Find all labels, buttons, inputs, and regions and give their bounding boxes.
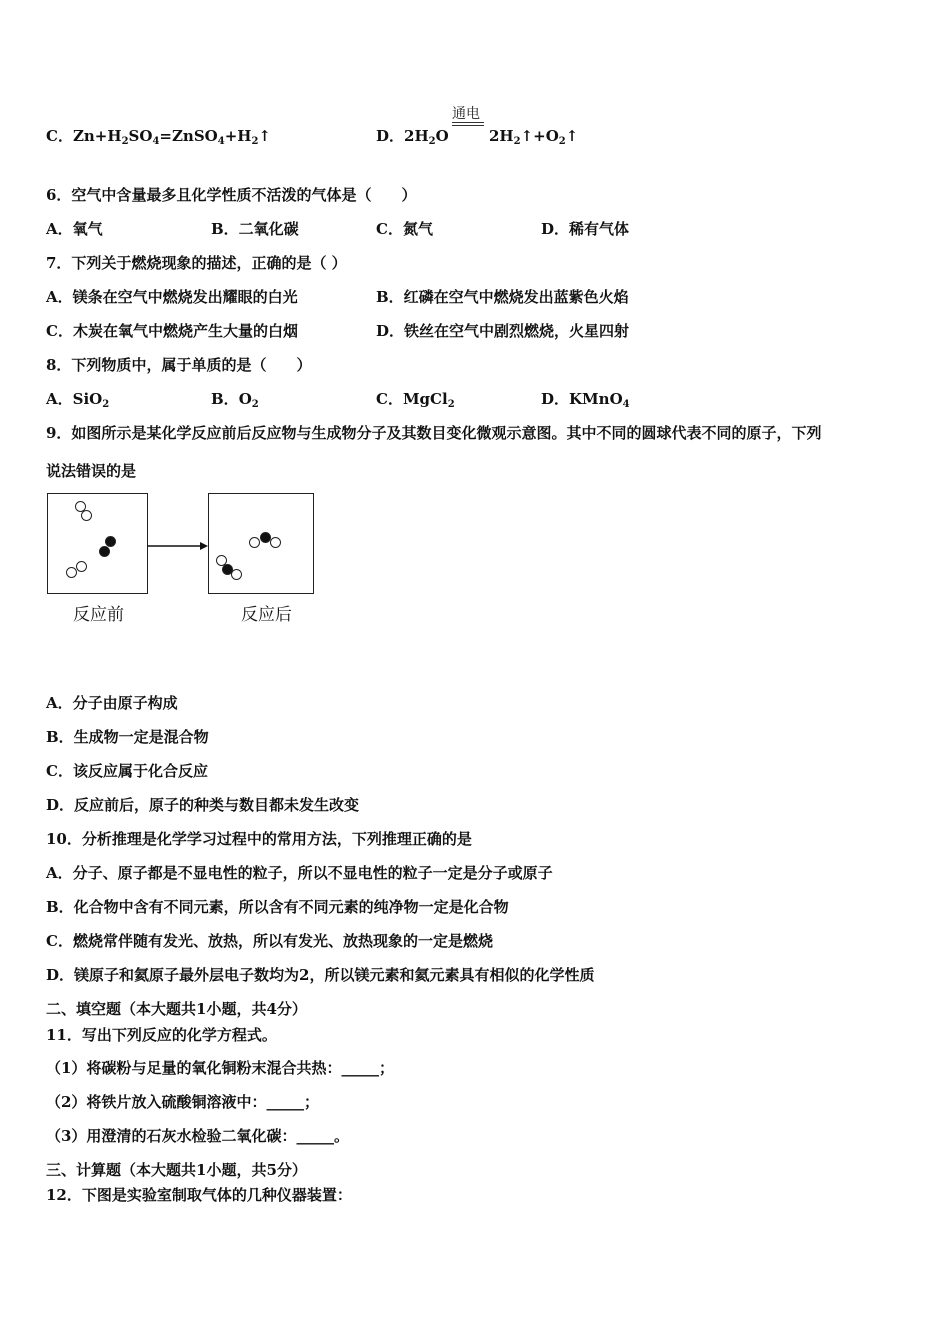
formula-sub: 4 bbox=[152, 136, 160, 147]
q11-item-1: （1）将碳粉与足量的氧化铜粉末混合共热：_____； bbox=[46, 1059, 394, 1077]
q5-option-d-right bbox=[489, 126, 578, 146]
formula-sub: 2 bbox=[558, 136, 566, 147]
formula-sub: 2 bbox=[513, 136, 521, 147]
q8-option-c bbox=[376, 389, 455, 409]
option-label: B． bbox=[211, 390, 239, 408]
white-atom bbox=[270, 537, 281, 548]
after-reaction-box bbox=[208, 493, 314, 594]
q10-option-d: D．镁原子和氦原子最外层电子数均为2，所以镁元素和氦元素具有相似的化学性质 bbox=[46, 966, 595, 984]
white-atom bbox=[76, 561, 87, 572]
q7-option-c: C．木炭在氧气中燃烧产生大量的白烟 bbox=[46, 322, 298, 340]
formula-sub: 2 bbox=[251, 136, 259, 147]
q9-option-d: D．反应前后，原子的种类与数目都未发生改变 bbox=[46, 796, 360, 814]
q10-option-b: B．化合物中含有不同元素，所以含有不同元素的纯净物一定是化合物 bbox=[46, 898, 509, 916]
formula-main: O bbox=[238, 390, 252, 408]
formula-part: ↑ bbox=[258, 127, 271, 145]
q7-option-d: D．铁丝在空气中剧烈燃烧，火星四射 bbox=[376, 322, 630, 340]
q12-stem: 12．下图是实验室制取气体的几种仪器装置： bbox=[46, 1186, 352, 1204]
q5-option-c bbox=[46, 126, 271, 146]
q5-option-d-left bbox=[376, 126, 449, 146]
q11-item-3: （3）用澄清的石灰水检验二氧化碳：_____。 bbox=[46, 1127, 349, 1145]
before-reaction-box bbox=[47, 493, 148, 594]
formula-sub: 2 bbox=[102, 399, 110, 410]
white-atom bbox=[231, 569, 242, 580]
q9-option-a: A．分子由原子构成 bbox=[46, 694, 178, 712]
q9-option-b: B．生成物一定是混合物 bbox=[46, 728, 209, 746]
section3-heading: 三、计算题（本大题共1小题，共5分） bbox=[46, 1161, 307, 1179]
q8-option-b bbox=[211, 389, 259, 409]
q11-stem: 11．写出下列反应的化学方程式。 bbox=[46, 1026, 277, 1044]
option-label: C． bbox=[376, 390, 403, 408]
formula-sub: 4 bbox=[622, 399, 630, 410]
q10-stem: 10．分析推理是化学学习过程中的常用方法，下列推理正确的是 bbox=[46, 830, 472, 848]
formula-part: +H bbox=[224, 127, 252, 145]
reaction-condition: 通电 bbox=[452, 106, 480, 122]
q8-option-d bbox=[541, 389, 630, 409]
q5-option-c-label: C． bbox=[46, 127, 73, 145]
formula-part: O bbox=[435, 127, 449, 145]
formula-main: SiO bbox=[72, 390, 103, 408]
option-label: A． bbox=[46, 390, 73, 408]
formula-part: ↑ bbox=[565, 127, 579, 145]
q5-option-d-label: D． bbox=[376, 127, 405, 145]
formula-part: Zn+H bbox=[72, 127, 122, 145]
formula-sub: 4 bbox=[217, 136, 225, 147]
q8-option-a bbox=[46, 389, 109, 409]
q9-option-c: C．该反应属于化合反应 bbox=[46, 762, 208, 780]
formula-sub: 2 bbox=[428, 136, 436, 147]
white-atom bbox=[81, 510, 92, 521]
formula-main: KMnO bbox=[569, 390, 623, 408]
equation-bar-bottom bbox=[452, 125, 484, 126]
q7-option-b: B．红磷在空气中燃烧发出蓝紫色火焰 bbox=[376, 288, 629, 306]
formula-sub: 2 bbox=[447, 399, 455, 410]
option-label: D． bbox=[541, 390, 570, 408]
formula-part: 2H bbox=[489, 127, 514, 145]
section2-heading: 二、填空题（本大题共1小题，共4分） bbox=[46, 1000, 307, 1018]
q9-stem-line1: 9．如图所示是某化学反应前后反应物与生成物分子及其数目变化微观示意图。其中不同的圆球代表不同的原子，下列 bbox=[46, 424, 822, 442]
equation-bar-top bbox=[452, 122, 484, 123]
q10-option-c: C．燃烧常伴随有发光、放热，所以有发光、放热现象的一定是燃烧 bbox=[46, 932, 493, 950]
q10-option-a: A．分子、原子都是不显电性的粒子，所以不显电性的粒子一定是分子或原子 bbox=[46, 864, 553, 882]
black-atom bbox=[105, 536, 116, 547]
q11-item-2: （2）将铁片放入硫酸铜溶液中：_____； bbox=[46, 1093, 319, 1111]
q6-stem: 6．空气中含量最多且化学性质不活泼的气体是（ ） bbox=[46, 186, 417, 204]
formula-part: =ZnSO bbox=[159, 127, 218, 145]
black-atom bbox=[99, 546, 110, 557]
reaction-arrow bbox=[147, 539, 209, 553]
white-atom bbox=[249, 537, 260, 548]
formula-sub: 2 bbox=[121, 136, 129, 147]
q8-stem: 8．下列物质中，属于单质的是（ ） bbox=[46, 356, 312, 374]
before-caption: 反应前 bbox=[73, 605, 124, 625]
q6-option-d: D．稀有气体 bbox=[541, 220, 630, 238]
q6-option-b: B．二氧化碳 bbox=[211, 220, 299, 238]
formula-sub: 2 bbox=[251, 399, 259, 410]
white-atom bbox=[66, 567, 77, 578]
q6-option-a: A．氧气 bbox=[46, 220, 103, 238]
q6-option-c: C．氮气 bbox=[376, 220, 433, 238]
q9-stem-line2: 说法错误的是 bbox=[46, 462, 137, 480]
formula-main: MgCl bbox=[402, 390, 448, 408]
formula-part: ↑+O bbox=[520, 127, 559, 145]
q7-stem: 7．下列关于燃烧现象的描述，正确的是（ ） bbox=[46, 254, 347, 272]
after-caption: 反应后 bbox=[241, 605, 292, 625]
formula-part: SO bbox=[128, 127, 153, 145]
formula-part: 2H bbox=[404, 127, 429, 145]
q7-option-a: A．镁条在空气中燃烧发出耀眼的白光 bbox=[46, 288, 298, 306]
